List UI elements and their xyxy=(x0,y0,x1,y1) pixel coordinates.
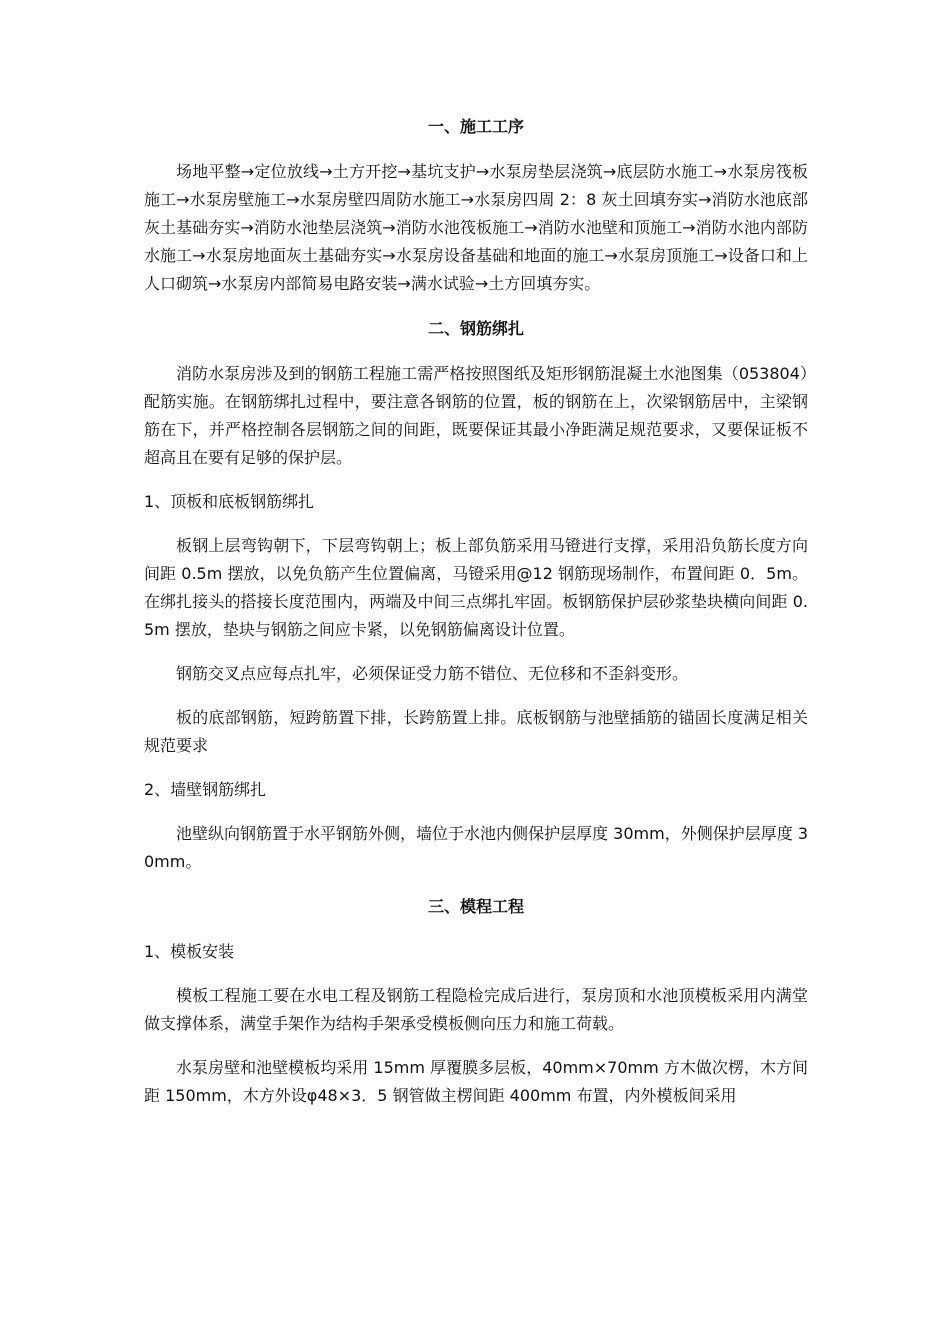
paragraph-rebar-intro: 消防水泵房涉及到的钢筋工程施工需严格按照图纸及矩形钢筋混凝土水池图集（053804）配筋实施。在钢筋绑扎过程中，要注意各钢筋的位置，板的钢筋在上，次梁钢筋居中，主梁钢筋在下，并严格控制各层钢筋之间的间距，既要保证其最小净距满足规范要求，又要保证板不超高且在要有足够的保护层。 xyxy=(144,364,808,467)
subheading-formwork-install: 1、模板安装 xyxy=(144,942,235,961)
subheading-slab-rebar: 1、顶板和底板钢筋绑扎 xyxy=(144,492,315,511)
paragraph-slab-rebar-1: 板钢上层弯钩朝下，下层弯钩朝上；板上部负筋采用马镫进行支撑，采用沿负筋长度方向间距 0.5m 摆放，以免负筋产生位置偏离，马镫采用@12 钢筋现场制作，布置间距 0．5m。在绑扎接头的搭接长度范围内，两端及中间三点绑扎牢固。板钢筋保护层砂浆垫块横向间距 0.5m 摆放，垫块与钢筋之间应卡紧，以免钢筋偏离设计位置。 xyxy=(144,536,808,639)
section-heading-formwork: 三、模程工程 xyxy=(427,897,524,916)
paragraph-slab-rebar-3: 板的底部钢筋，短跨筋置下排，长跨筋置上排。底板钢筋与池壁插筋的锚固长度满足相关规范要求 xyxy=(144,708,808,755)
document-body xyxy=(144,112,808,1126)
paragraph-formwork-2: 水泵房壁和池壁模板均采用 15mm 厚覆膜多层板，40mm×70mm 方木做次楞，木方间距 150mm，木方外设φ48×3．5 钢管做主楞间距 400mm 布置，内外模板间采用 xyxy=(144,1058,808,1105)
paragraph-wall-rebar-1: 池壁纵向钢筋置于水平钢筋外侧，墙位于水池内侧保护层厚度 30mm，外侧保护层厚度 30mm。 xyxy=(144,824,808,871)
paragraph-slab-rebar-2: 钢筋交叉点应每点扎牢，必须保证受力筋不错位、无位移和不歪斜变形。 xyxy=(176,664,689,683)
paragraph-formwork-1: 模板工程施工要在水电工程及钢筋工程隐检完成后进行，泵房顶和水池顶模板采用内满堂做支撑体系，满堂手架作为结构手架承受模板侧向压力和施工荷载。 xyxy=(144,986,808,1033)
subheading-wall-rebar: 2、墙壁钢筋绑扎 xyxy=(144,780,267,799)
paragraph-construction-sequence: 场地平整→定位放线→土方开挖→基坑支护→水泵房垫层浇筑→底层防水施工→水泵房筏板施工→水泵房壁施工→水泵房壁四周防水施工→水泵房四周 2：8 灰土回填夯实→消防水池底部灰土基础夯实→消防水池垫层浇筑→消防水池筏板施工→消防水池壁和顶施工→消防水池内部防水施工→水泵房地面灰土基础夯实→水泵房设备基础和地面的施工→水泵房顶施工→设备口和上人口砌筑→水泵房内部简易电路安装→满水试验→土方回填夯实。 xyxy=(144,162,808,293)
section-heading-construction-process: 一、施工工序 xyxy=(427,117,524,136)
section-heading-rebar-binding: 二、钢筋绑扎 xyxy=(427,319,524,338)
